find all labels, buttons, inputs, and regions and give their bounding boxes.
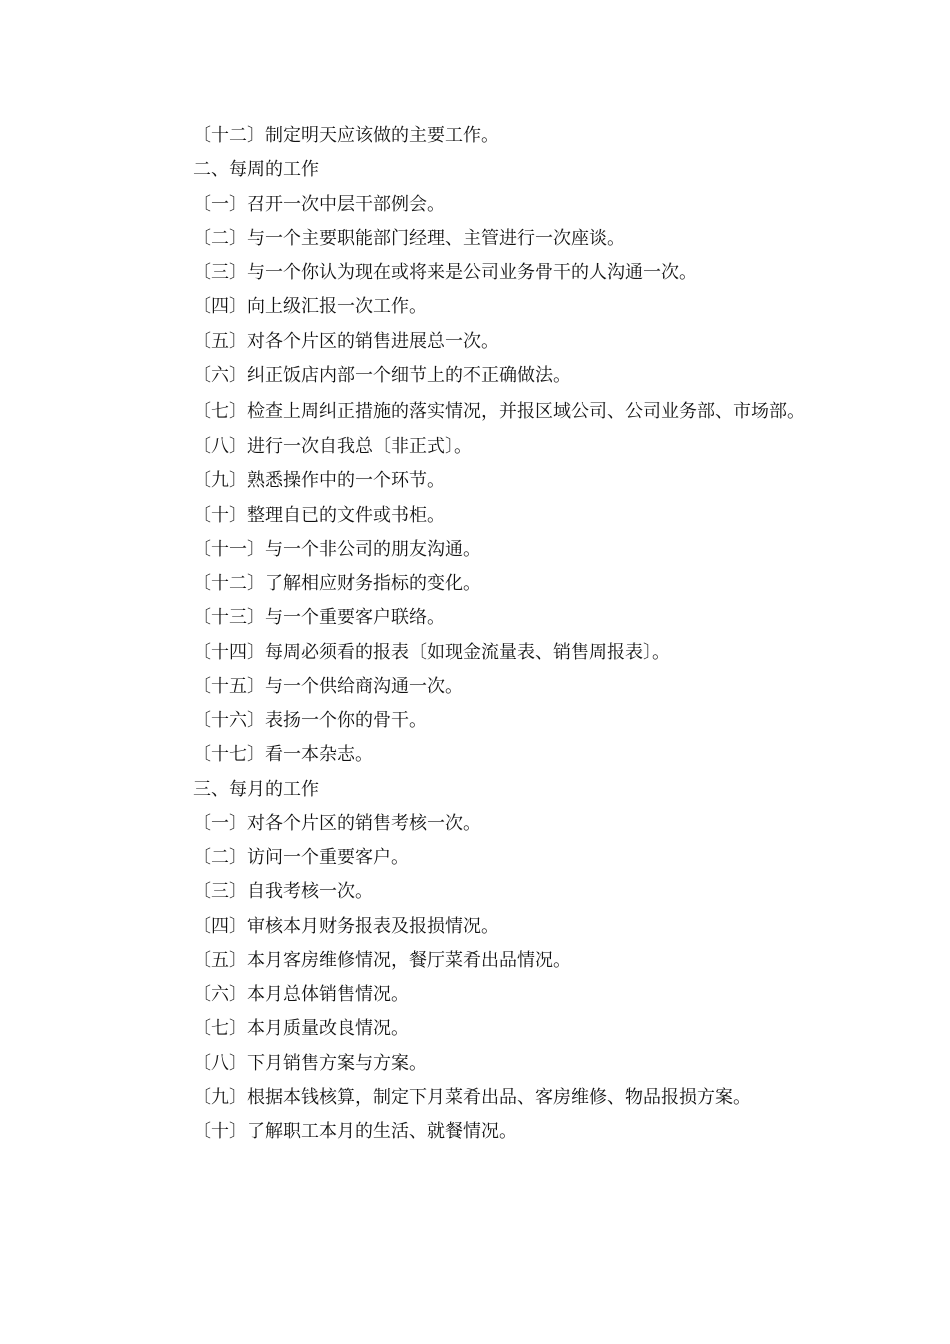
list-item: 〔八〕进行一次自我总〔非正式〕。 [193, 436, 472, 457]
document-body [145, 119, 810, 1149]
list-item: 〔七〕本月质量改良情况。 [193, 1018, 409, 1040]
list-item: 〔一〕对各个片区的销售考核一次。 [193, 812, 481, 834]
list-item: 〔四〕向上级汇报一次工作。 [193, 296, 427, 318]
section-heading: 二、每周的工作 [193, 159, 319, 181]
list-item: 〔十五〕与一个供给商沟通一次。 [193, 675, 463, 697]
list-item: 〔十一〕与一个非公司的朋友沟通。 [193, 538, 481, 560]
list-item: 〔五〕对各个片区的销售进展总一次。 [193, 330, 499, 352]
list-item: 〔十〕整理自已的文件或书柜。 [193, 504, 445, 526]
list-item: 〔一〕召开一次中层干部例会。 [193, 193, 445, 215]
list-item: 〔六〕本月总体销售情况。 [193, 984, 409, 1005]
list-item: 〔九〕根据本钱核算，制定下月菜肴出品、客房维修、物品报损方案。 [193, 1086, 751, 1108]
list-item: 〔二〕与一个主要职能部门经理、主管进行一次座谈。 [193, 227, 625, 249]
list-item: 〔三〕与一个你认为现在或将来是公司业务骨干的人沟通一次。 [193, 262, 697, 283]
list-item: 〔十六〕表扬一个你的骨干。 [193, 710, 427, 731]
list-item: 〔二〕访问一个重要客户。 [193, 847, 409, 868]
list-item: 〔十二〕了解相应财务指标的变化。 [193, 573, 481, 594]
list-item: 〔四〕审核本月财务报表及报损情况。 [193, 915, 499, 937]
list-item: 〔六〕纠正饭店内部一个细节上的不正确做法。 [193, 364, 571, 386]
list-item: 〔三〕自我考核一次。 [193, 881, 373, 903]
list-item: 〔八〕下月销售方案与方案。 [193, 1052, 427, 1074]
section-heading: 三、每月的工作 [193, 778, 319, 800]
list-item: 〔十〕了解职工本月的生活、就餐情况。 [193, 1121, 517, 1142]
list-item: 〔七〕检查上周纠正措施的落实情况，并报区域公司、公司业务部、市场部。 [193, 401, 805, 422]
list-item: 〔五〕本月客房维修情况，餐厅菜肴出品情况。 [193, 949, 571, 971]
list-item: 〔十二〕制定明天应该做的主要工作。 [193, 125, 499, 146]
list-item: 〔九〕熟悉操作中的一个环节。 [193, 470, 445, 492]
list-item: 〔十七〕看一本杂志。 [193, 744, 373, 766]
list-item: 〔十四〕每周必须看的报表〔如现金流量表、销售周报表〕。 [193, 641, 670, 663]
list-item: 〔十三〕与一个重要客户联络。 [193, 607, 445, 629]
